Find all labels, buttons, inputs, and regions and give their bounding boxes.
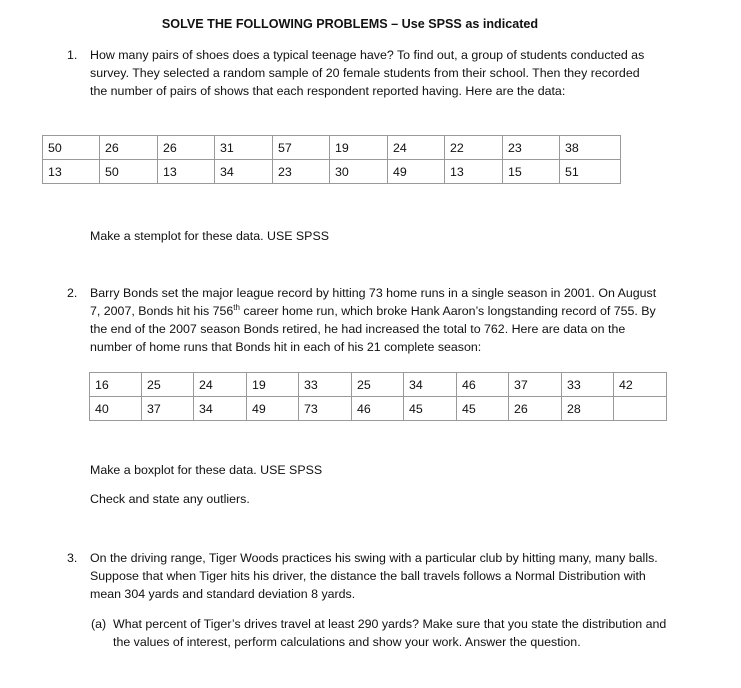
problem-3-part-a-text: What percent of Tiger’s drives travel at least 290 yards? Make sure that you state the distribution and the values of interest, perform calculations and show your work. Answer the question. xyxy=(113,617,667,649)
problem-2-instruction-boxplot: Make a boxplot for these data. USE SPSS xyxy=(90,463,323,477)
shoes-table-cell: 22 xyxy=(445,136,503,160)
problem-3-text: On the driving range, Tiger Woods practices his swing with a particular club by hitting many, many balls. Suppose that when Tiger hits his driver, the distance the ball travels follows a Normal Distribution with mean 304 yards and standard deviation 8 yards. xyxy=(90,551,658,601)
home-runs-table-cell: 28 xyxy=(562,397,614,421)
shoes-table-row-2 xyxy=(43,160,621,184)
home-runs-table-cell: 34 xyxy=(194,397,247,421)
shoes-table-cell: 30 xyxy=(330,160,388,184)
home-runs-table-cell: 19 xyxy=(247,373,299,397)
shoes-table-cell: 13 xyxy=(445,160,503,184)
problem-1-instruction: Make a stemplot for these data. USE SPSS xyxy=(90,229,329,243)
shoes-table-cell: 23 xyxy=(273,160,330,184)
home-runs-table-cell: 24 xyxy=(194,373,247,397)
ordinal-suffix: th xyxy=(233,302,240,312)
shoes-table-cell: 57 xyxy=(273,136,330,160)
home-runs-table-row-2 xyxy=(90,397,667,421)
home-runs-table-cell: 16 xyxy=(90,373,142,397)
problem-2-data-table xyxy=(89,372,667,421)
home-runs-table-cell: 25 xyxy=(142,373,194,397)
page-title: SOLVE THE FOLLOWING PROBLEMS – Use SPSS as indicated xyxy=(161,17,539,31)
problem-3-number: 3. xyxy=(67,551,78,565)
shoes-table-cell: 34 xyxy=(215,160,273,184)
problem-2-text xyxy=(90,284,665,356)
shoes-table-cell: 24 xyxy=(388,136,445,160)
home-runs-table-cell: 42 xyxy=(614,373,667,397)
home-runs-table-cell: 45 xyxy=(404,397,457,421)
problem-1-data-table xyxy=(42,135,621,184)
shoes-table-cell: 13 xyxy=(158,160,215,184)
problem-3-part-a-label: (a) xyxy=(91,617,107,631)
problem-1-number: 1. xyxy=(67,48,78,62)
home-runs-table-row-1 xyxy=(90,373,667,397)
home-runs-table-cell: 33 xyxy=(562,373,614,397)
home-runs-table-cell: 40 xyxy=(90,397,142,421)
shoes-table-cell: 50 xyxy=(43,136,100,160)
home-runs-table-cell: 73 xyxy=(299,397,352,421)
shoes-table-cell: 19 xyxy=(330,136,388,160)
home-runs-table-cell: 46 xyxy=(457,373,509,397)
home-runs-table-cell: 26 xyxy=(509,397,562,421)
problem-2-number: 2. xyxy=(67,286,78,300)
home-runs-table-cell: 25 xyxy=(352,373,404,397)
problem-2-instruction-outliers: Check and state any outliers. xyxy=(90,492,250,506)
shoes-table-cell: 15 xyxy=(503,160,560,184)
shoes-table-cell: 26 xyxy=(100,136,158,160)
shoes-table-cell: 26 xyxy=(158,136,215,160)
home-runs-table-cell: 34 xyxy=(404,373,457,397)
home-runs-table-cell: 49 xyxy=(247,397,299,421)
shoes-table-cell: 13 xyxy=(43,160,100,184)
shoes-table-cell: 38 xyxy=(560,136,621,160)
home-runs-table-cell: 45 xyxy=(457,397,509,421)
shoes-table-cell: 49 xyxy=(388,160,445,184)
home-runs-table-cell: 37 xyxy=(509,373,562,397)
shoes-table-cell: 31 xyxy=(215,136,273,160)
shoes-table-row-1 xyxy=(43,136,621,160)
shoes-table-cell: 51 xyxy=(560,160,621,184)
problem-2-text-part-2: career home run, which broke Hank Aaron’s longstanding record of 755. By the end of the 2007 season Bonds retired, he had increased the total to 762. Here are data on the number of home runs that Bonds hit in each of his 21 complete season: xyxy=(90,304,656,354)
problem-1-text: How many pairs of shoes does a typical teenage have? To find out, a group of students conducted as survey. They selected a random sample of 20 female students from their school. Then they recorded the number of pairs of shows that each respondent reported having. Here are the data: xyxy=(90,48,645,98)
home-runs-table-cell: 37 xyxy=(142,397,194,421)
home-runs-table-cell xyxy=(614,397,667,421)
home-runs-table-cell: 33 xyxy=(299,373,352,397)
home-runs-table-cell: 46 xyxy=(352,397,404,421)
problem-2-text-part-1: Barry Bonds set the major league record by hitting 73 home runs in a single season in 2001. On August 7, 2007, Bonds hit his 756 xyxy=(90,286,657,318)
shoes-table-cell: 23 xyxy=(503,136,560,160)
shoes-table-cell: 50 xyxy=(100,160,158,184)
